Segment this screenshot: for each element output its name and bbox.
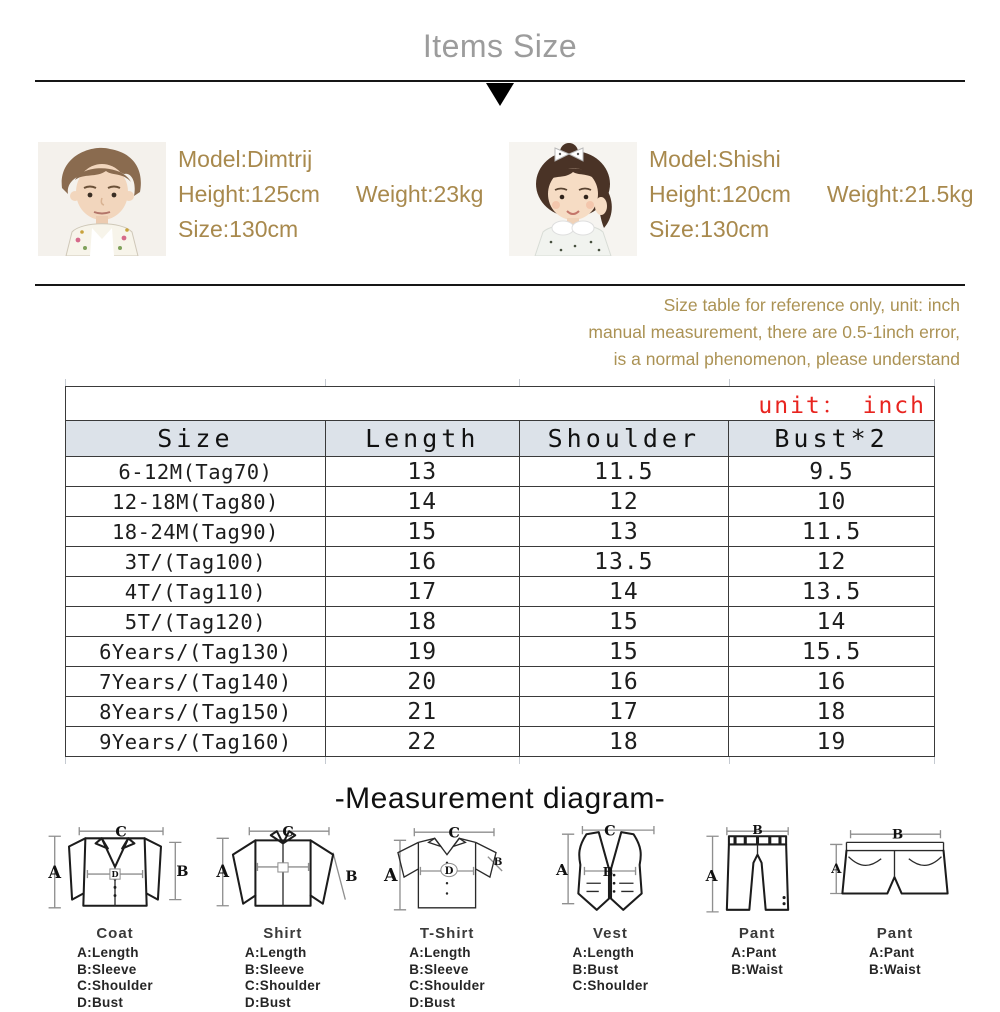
size-cell: 7Years/(Tag140) <box>66 667 326 697</box>
size-cell: 3T/(Tag100) <box>66 547 326 577</box>
value-cell: 16 <box>519 667 728 697</box>
caption-line: D:Bust <box>244 994 291 1010</box>
diagram-caption <box>869 945 921 978</box>
value-cell: 13.5 <box>519 547 728 577</box>
size-table <box>65 386 935 757</box>
mark-b: B <box>752 824 763 838</box>
gridline-tick <box>65 757 66 764</box>
model-size: Size:130cm <box>178 216 299 242</box>
gridline-tick <box>325 379 326 386</box>
arrow-wrap <box>0 82 1000 106</box>
caption-line: C:Shoulder <box>77 978 153 993</box>
value-cell: 15 <box>325 517 519 547</box>
size-cell: 5T/(Tag120) <box>66 607 326 637</box>
diagram-caption <box>77 945 153 1011</box>
model-photo-girl <box>509 142 637 256</box>
size-table-body <box>66 457 935 757</box>
down-arrow-icon <box>486 83 514 106</box>
column-header: Shoulder <box>519 421 728 457</box>
model-photo-boy <box>38 142 166 256</box>
pant-illustration <box>696 824 818 918</box>
models-section <box>38 142 980 256</box>
value-cell: 21 <box>325 697 519 727</box>
value-cell: 11.5 <box>729 517 935 547</box>
model-weight: Weight:23kg <box>355 181 484 207</box>
size-cell: 6-12M(Tag70) <box>66 457 326 487</box>
value-cell: 13 <box>519 517 728 547</box>
mark-b: B <box>493 855 502 868</box>
note-line: Size table for reference only, unit: inch <box>663 295 960 315</box>
coat-illustration <box>34 824 196 918</box>
mark-d: D <box>111 869 119 880</box>
diagram-name: Pant <box>738 925 776 942</box>
model-name: Model:Dimtrij <box>178 146 313 172</box>
mark-a: A <box>705 867 718 886</box>
measurement-diagrams <box>0 824 1000 1012</box>
model-card-boy <box>38 142 509 256</box>
diagram-name: Shirt <box>263 925 303 942</box>
mark-b: B <box>176 864 189 881</box>
caption-line: C:Shoulder <box>409 978 485 993</box>
model-name: Model:Shishi <box>649 146 781 172</box>
column-header: Length <box>325 421 519 457</box>
model-height-weight <box>178 181 483 207</box>
size-cell: 12-18M(Tag80) <box>66 487 326 517</box>
mark-a: A <box>48 863 62 883</box>
caption-line: A:Pant <box>869 945 915 960</box>
caption-line: A:Length <box>409 945 471 960</box>
value-cell: 16 <box>729 667 935 697</box>
page-title: Items Size <box>422 28 578 64</box>
note-line: is a normal phenomenon, please understand <box>613 349 960 369</box>
table-row <box>66 697 935 727</box>
model-info-boy <box>178 142 483 256</box>
caption-line: D:Bust <box>409 994 456 1010</box>
value-cell: 19 <box>729 727 935 757</box>
value-cell: 14 <box>729 607 935 637</box>
caption-line: B:Bust <box>572 961 619 977</box>
value-cell: 10 <box>729 487 935 517</box>
value-cell: 22 <box>325 727 519 757</box>
model-height: Height:120cm <box>649 181 791 207</box>
caption-line: D:Bust <box>77 994 124 1010</box>
size-cell: 8Years/(Tag150) <box>66 697 326 727</box>
caption-line: A:Pant <box>731 945 777 960</box>
mark-b: B <box>603 864 614 880</box>
caption-line: B:Sleeve <box>244 961 305 977</box>
caption-line: B:Sleeve <box>77 961 137 977</box>
gridline-tick <box>325 757 326 764</box>
value-cell: 13 <box>325 457 519 487</box>
mark-c: C <box>604 824 617 840</box>
value-cell: 12 <box>519 487 728 517</box>
diagram-caption <box>245 945 321 1011</box>
value-cell: 18 <box>519 727 728 757</box>
gridline-tick <box>934 379 935 386</box>
diagram-pant <box>696 824 818 1012</box>
table-header-row <box>66 421 935 457</box>
diagram-tshirt <box>370 824 525 1012</box>
value-cell: 18 <box>325 607 519 637</box>
shirt-illustration <box>202 824 364 918</box>
caption-line: B:Sleeve <box>409 961 469 977</box>
gridline-tick <box>519 379 520 386</box>
diagram-shorts <box>824 824 966 1012</box>
diagram-name: T-Shirt <box>419 925 475 942</box>
mark-a: A <box>383 866 398 887</box>
vest-illustration <box>530 824 690 918</box>
caption-line: C:Shoulder <box>244 978 321 993</box>
model-weight: Weight:21.5kg <box>826 181 974 207</box>
table-row <box>66 547 935 577</box>
diagram-name: Vest <box>592 925 628 942</box>
value-cell: 17 <box>325 577 519 607</box>
mark-c: C <box>282 824 294 841</box>
table-row <box>66 607 935 637</box>
size-cell: 6Years/(Tag130) <box>66 637 326 667</box>
shorts-illustration <box>824 824 966 918</box>
caption-line: A:Length <box>572 945 635 960</box>
tshirt-illustration <box>370 824 525 918</box>
size-cell: 4T/(Tag110) <box>66 577 326 607</box>
model-height-weight <box>649 181 974 207</box>
disclaimer-note <box>0 292 960 373</box>
table-row <box>66 517 935 547</box>
caption-line: B:Waist <box>731 961 784 977</box>
section-divider <box>35 284 965 286</box>
size-cell: 18-24M(Tag90) <box>66 517 326 547</box>
model-card-girl <box>509 142 980 256</box>
value-cell: 11.5 <box>519 457 728 487</box>
value-cell: 20 <box>325 667 519 697</box>
measurement-heading: -Measurement diagram- <box>334 782 666 815</box>
table-row <box>66 637 935 667</box>
column-header: Size <box>66 421 326 457</box>
model-height: Height:125cm <box>178 181 320 207</box>
diagram-caption <box>409 945 485 1011</box>
mark-a: A <box>831 862 842 878</box>
value-cell: 19 <box>325 637 519 667</box>
value-cell: 12 <box>729 547 935 577</box>
mark-c: C <box>115 824 127 841</box>
table-row <box>66 457 935 487</box>
gridline-tick <box>729 379 730 386</box>
mark-a: A <box>556 861 569 880</box>
unit-row <box>66 387 935 421</box>
diagram-caption <box>573 945 649 995</box>
caption-line: A:Length <box>77 945 139 960</box>
caption-line: B:Waist <box>869 961 921 977</box>
value-cell: 15.5 <box>729 637 935 667</box>
note-line: manual measurement, there are 0.5-1inch error, <box>588 322 960 342</box>
mark-d: D <box>444 865 454 878</box>
value-cell: 15 <box>519 637 728 667</box>
diagram-coat <box>34 824 196 1012</box>
value-cell: 13.5 <box>729 577 935 607</box>
size-table-wrap <box>65 386 935 757</box>
value-cell: 9.5 <box>729 457 935 487</box>
gridline-tick <box>729 757 730 764</box>
value-cell: 17 <box>519 697 728 727</box>
mark-b: B <box>891 827 904 843</box>
diagram-name: Pant <box>876 925 914 942</box>
model-info-girl <box>649 142 974 256</box>
value-cell: 15 <box>519 607 728 637</box>
column-header: Bust*2 <box>729 421 935 457</box>
mark-a: A <box>216 862 229 882</box>
diagram-name: Coat <box>96 925 134 942</box>
caption-line: A:Length <box>244 945 307 960</box>
diagram-shirt <box>202 824 364 1012</box>
gridline-tick <box>934 757 935 764</box>
mark-b: B <box>345 869 358 886</box>
value-cell: 18 <box>729 697 935 727</box>
table-row <box>66 727 935 757</box>
diagram-vest <box>530 824 690 1012</box>
table-row <box>66 487 935 517</box>
table-row <box>66 667 935 697</box>
mark-c: C <box>448 825 460 842</box>
model-size: Size:130cm <box>649 216 770 242</box>
value-cell: 14 <box>325 487 519 517</box>
table-row <box>66 577 935 607</box>
gridline-tick <box>65 379 66 386</box>
unit-label: unit： inch <box>66 387 935 421</box>
size-cell: 9Years/(Tag160) <box>66 727 326 757</box>
diagram-caption <box>731 945 783 978</box>
value-cell: 14 <box>519 577 728 607</box>
value-cell: 16 <box>325 547 519 577</box>
caption-line: C:Shoulder <box>572 978 649 993</box>
gridline-tick <box>519 757 520 764</box>
